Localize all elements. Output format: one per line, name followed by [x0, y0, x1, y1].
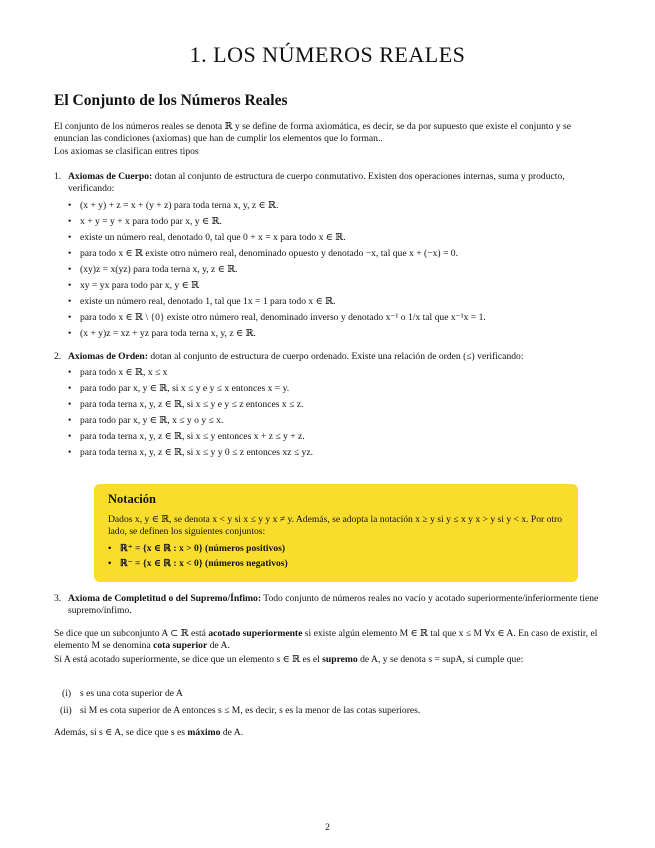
roman-item-1 — [62, 688, 183, 700]
section-heading: El Conjunto de los Números Reales — [54, 92, 288, 109]
text-span: de A. — [207, 640, 230, 652]
text-span: de A. — [220, 727, 244, 738]
list-item: • para todo x ∈ ℝ \ {0} existe otro número real, denominado inverso y denotado x⁻¹ o 1/x tal que x⁻¹x = 1. — [54, 312, 602, 324]
intro-paragraph-2: Los axiomas se clasifican entres tipos — [54, 146, 199, 157]
item-number: 1. — [54, 171, 62, 182]
text-span: Se dice que un subconjunto A ⊂ ℝ está — [54, 628, 209, 639]
axiom-bullets-2 — [54, 367, 602, 459]
notation-bullets — [108, 543, 568, 571]
list-item: • para todo par x, y ∈ ℝ, si x ≤ y e y ≤ x entonces x = y. — [54, 383, 602, 395]
item-text: dotan al conjunto de estructura de cuerpo conmutativo. Existen dos operaciones internas, suma y producto, verificando: — [68, 171, 565, 195]
bold-term: supremo — [322, 654, 358, 665]
roman-label: (ii) — [60, 705, 72, 716]
list-item: • (x + y) + z = x + (y + z) para toda terna x, y, z ∈ ℝ. — [54, 200, 602, 212]
list-item: • ℝ⁻ = {x ∈ ℝ : x < 0} (números negativos) — [108, 558, 568, 570]
roman-text: s es una cota superior de A — [80, 688, 183, 699]
list-item: • (xy)z = x(yz) para toda terna x, y, z ∈ ℝ. — [54, 264, 602, 276]
item-heading: Axioma de Completitud o del Supremo/Ínfimo: — [68, 593, 262, 604]
list-item: • para toda terna x, y, z ∈ ℝ, si x ≤ y e y ≤ z entonces x ≤ z. — [54, 399, 602, 411]
item-heading: Axiomas de Orden: — [68, 351, 148, 362]
text-span: Además, si s ∈ A, se dice que s es — [54, 727, 188, 738]
list-item: • existe un número real, denotado 1, tal que 1x = 1 para todo x ∈ ℝ. — [54, 296, 602, 308]
paragraph-maximo — [54, 727, 602, 739]
page-title: 1. LOS NÚMEROS REALES — [189, 42, 466, 67]
list-item: • ℝ⁺ = {x ∈ ℝ : x > 0} (números positivos) — [108, 543, 568, 555]
notation-title: Notación — [108, 492, 156, 506]
axiom-list-item-2 — [54, 351, 602, 463]
notation-box — [94, 484, 578, 582]
paragraph-acotado — [54, 628, 602, 653]
axiom-bullets-1 — [54, 200, 602, 340]
list-item: • para todo x ∈ ℝ, x ≤ x — [54, 367, 602, 379]
list-item: • para toda terna x, y, z ∈ ℝ, si x ≤ y y 0 ≤ z entonces xz ≤ yz. — [54, 447, 602, 459]
intro-paragraph: El conjunto de los números reales se denota ℝ y se define de forma axiomática, es decir, se da por supuesto que existe el conjunto y se enuncian las condiciones (axiomas) que han de cumplir los elementos que lo forman.. — [54, 121, 571, 145]
item-number: 3. — [54, 593, 62, 604]
list-item: • para todo par x, y ∈ ℝ, x ≤ y o y ≤ x. — [54, 415, 602, 427]
list-item: • (x + y)z = xz + yz para toda terna x, y, z ∈ ℝ. — [54, 328, 602, 340]
bold-term: cota superior — [153, 640, 208, 652]
list-item: • xy = yx para todo par x, y ∈ ℝ — [54, 280, 602, 292]
list-item: • para todo x ∈ ℝ existe otro número real, denominado opuesto y denotado −x, tal que x + (−x) = 0. — [54, 248, 602, 260]
bold-term: acotado superiormente — [208, 628, 303, 639]
notation-body — [108, 514, 568, 574]
paragraph-supremo — [54, 654, 602, 666]
item-text: dotan al conjunto de estructura de cuerpo ordenado. Existe una relación de orden (≤) verificando: — [147, 351, 524, 362]
page-number: 2 — [325, 822, 330, 833]
item-text: Todo conjunto de números reales no vacío y acotado superiormente/inferiormente tiene supremo/ínfimo. — [68, 593, 599, 617]
bold-term: máximo — [187, 727, 221, 738]
notation-text: Dados x, y ∈ ℝ, se denota x < y si x ≤ y y x ≠ y. Además, se adopta la notación x ≥ y si y ≤ x y x > y si y < x. Por otro lado, se definen los siguientes conjuntos: — [108, 514, 563, 538]
item-heading: Axiomas de Cuerpo: — [68, 171, 153, 182]
list-item: • existe un número real, denotado 0, tal que 0 + x = x para todo x ∈ ℝ. — [54, 232, 602, 244]
text-span: de A, y se denota s = supA, si cumple que: — [357, 654, 524, 665]
axiom-list-item-1 — [54, 171, 602, 344]
text-span: Si A está acotado superiormente, se dice que un elemento s ∈ ℝ es el — [54, 654, 323, 665]
axiom-list-item-3 — [54, 593, 602, 618]
text-span: si existe algún elemento M ∈ ℝ tal que x ≤ M ∀x ∈ A. En caso de existir, el elemento M se denomina — [54, 628, 598, 652]
roman-label: (i) — [62, 688, 72, 699]
item-number: 2. — [54, 351, 62, 362]
roman-item-2 — [60, 705, 421, 717]
list-item: • para toda terna x, y, z ∈ ℝ, si x ≤ y entonces x + z ≤ y + z. — [54, 431, 602, 443]
roman-text: si M es cota superior de A entonces s ≤ M, es decir, s es la menor de las cotas superiores. — [80, 705, 421, 716]
list-item: • x + y = y + x para todo par x, y ∈ ℝ. — [54, 216, 602, 228]
